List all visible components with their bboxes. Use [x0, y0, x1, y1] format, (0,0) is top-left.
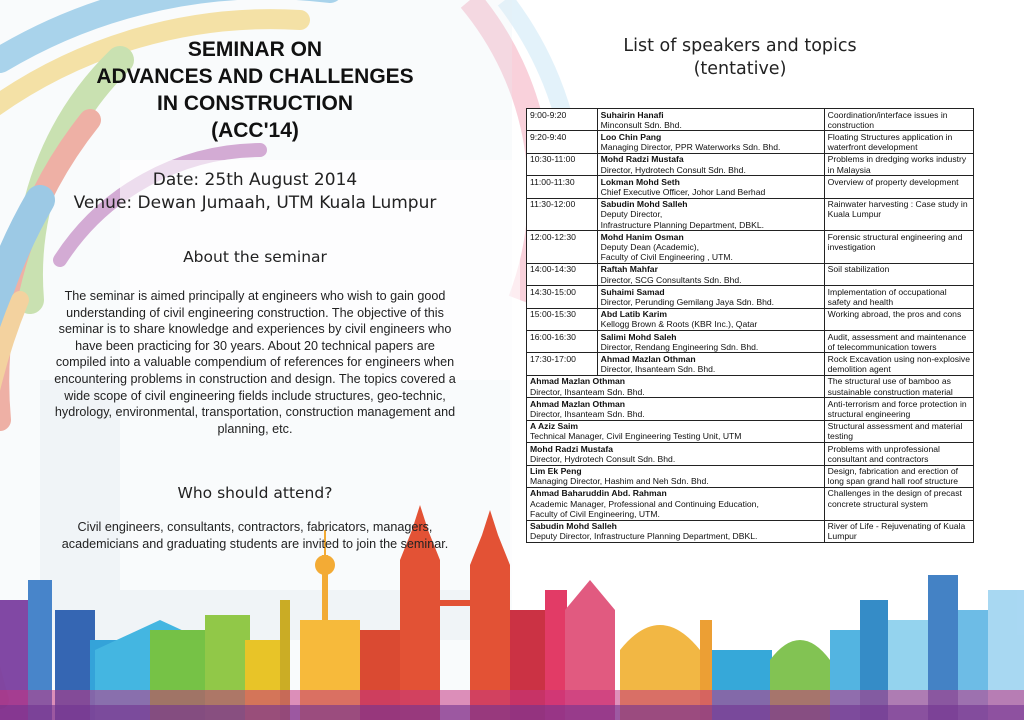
- speaker-cell: [527, 375, 825, 397]
- speaker-name: Lim Ek Peng: [530, 466, 582, 476]
- topic-cell: Design, fabrication and erection of long span grand hall roof structure: [824, 465, 973, 487]
- speaker-affiliation: Chief Executive Officer, Johor Land Berhad: [600, 186, 766, 197]
- title-line: (ACC'14): [211, 119, 299, 142]
- speaker-affiliation: Director, Ihsanteam Sdn. Bhd.: [530, 408, 645, 419]
- speaker-affiliation: Academic Manager, Professional and Continuing Education,: [530, 498, 759, 509]
- time-cell: 12:00-12:30: [527, 231, 598, 264]
- time-cell: 10:30-11:00: [527, 153, 598, 175]
- topic-cell: The structural use of bamboo as sustainable construction material: [824, 375, 973, 397]
- topic-cell: Problems with unprofessional consultant and contractors: [824, 443, 973, 465]
- schedule-row: [527, 308, 974, 330]
- speaker-cell: [527, 398, 825, 420]
- schedule-row: [527, 109, 974, 131]
- speakers-heading: [560, 35, 920, 81]
- schedule-row: [527, 520, 974, 542]
- seminar-date: Date: 25th August 2014: [152, 170, 358, 190]
- schedule-row: [527, 153, 974, 175]
- topic-cell: River of Life - Rejuvenating of Kuala Lumpur: [824, 520, 973, 542]
- speaker-cell: [527, 487, 825, 520]
- topic-cell: Rainwater harvesting : Case study in Kuala Lumpur: [824, 198, 973, 231]
- speaker-cell: [597, 353, 824, 375]
- title-line: SEMINAR ON: [187, 38, 323, 61]
- schedule-row: [527, 487, 974, 520]
- time-cell: 9:00-9:20: [527, 109, 598, 131]
- topic-cell: Implementation of occupational safety and health: [824, 286, 973, 308]
- speaker-cell: [597, 286, 824, 308]
- speaker-cell: [527, 420, 825, 442]
- speaker-cell: [597, 109, 824, 131]
- topic-cell: Rock Excavation using non-explosive demolition agent: [824, 353, 973, 375]
- schedule-row: [527, 465, 974, 487]
- speaker-name: Sabudin Mohd Salleh: [600, 199, 688, 210]
- speaker-name: Mohd Radzi Mustafa: [530, 443, 614, 454]
- seminar-title: [55, 36, 455, 144]
- topic-cell: Working abroad, the pros and cons: [824, 308, 973, 330]
- who-text: Civil engineers, consultants, contractors, fabricators, managers, academicians and graduating students are invited to join the seminar.: [61, 520, 449, 551]
- speaker-cell: [597, 308, 824, 330]
- about-heading: About the seminar: [183, 248, 327, 266]
- time-cell: 14:30-15:00: [527, 286, 598, 308]
- speaker-name: Suhaimi Samad: [600, 286, 665, 297]
- schedule-row: [527, 286, 974, 308]
- speaker-affiliation: Deputy Director, Infrastructure Planning Department, DBKL.: [530, 531, 758, 542]
- schedule-row: [527, 231, 974, 264]
- speaker-name: Mohd Hanim Osman: [600, 231, 684, 242]
- schedule-row: [527, 375, 974, 397]
- time-cell: 9:20-9:40: [527, 131, 598, 153]
- speaker-name: Ahmad Mazlan Othman: [600, 353, 696, 364]
- time-cell: 11:30-12:00: [527, 198, 598, 231]
- speaker-name: Suhairin Hanafi: [600, 109, 664, 120]
- topic-cell: Audit, assessment and maintenance of telecommunication towers: [824, 331, 973, 353]
- speaker-affiliation: Faculty of Civil Engineering , UTM.: [600, 252, 733, 263]
- speaker-name: Loo Chin Pang: [600, 131, 662, 142]
- speaker-name: A Aziz Saim: [530, 421, 579, 432]
- schedule-table: [526, 108, 974, 543]
- topic-cell: Structural assessment and material testing: [824, 420, 973, 442]
- speaker-affiliation: Managing Director, Hashim and Neh Sdn. Bhd.: [530, 476, 709, 487]
- speaker-name: Ahmad Mazlan Othman: [530, 376, 626, 387]
- seminar-venue: Venue: Dewan Jumaah, UTM Kuala Lumpur: [73, 193, 437, 213]
- topic-cell: Challenges in the design of precast concrete structural system: [824, 487, 973, 520]
- speaker-name: Ahmad Baharuddin Abd. Rahman: [530, 488, 667, 499]
- topic-cell: Coordination/interface issues in construction: [824, 109, 973, 131]
- speakers-heading-line: (tentative): [693, 59, 787, 79]
- speaker-affiliation: Deputy Dean (Academic),: [600, 241, 700, 252]
- topic-cell: Forensic structural engineering and investigation: [824, 231, 973, 264]
- speaker-name: Abd Latib Karim: [600, 309, 667, 320]
- schedule-row: [527, 198, 974, 231]
- about-text: The seminar is aimed principally at engineers who wish to gain good understanding of civil engineering construction. The objective of this seminar is to share knowledge and experiences by civil engineers who have been practicing for 30 years. About 20 technical papers are compiled into a valuable compendium of references for engineers when encountering problems in construction and design. The topics covered a wide scope of civil engineering fields include structures, geo-technic, hydrology, environmental, transportation, construction management and planning, etc.: [54, 289, 456, 436]
- speaker-affiliation: Director, Ihsanteam Sdn. Bhd.: [600, 364, 716, 375]
- speaker-affiliation: Infrastructure Planning Department, DBKL.: [600, 219, 764, 230]
- time-cell: 16:00-16:30: [527, 331, 598, 353]
- speaker-affiliation: Director, Rendang Engineering Sdn. Bhd.: [600, 341, 759, 352]
- speaker-affiliation: Kellogg Brown & Roots (KBR Inc.), Qatar: [600, 319, 758, 330]
- title-line: ADVANCES AND CHALLENGES: [96, 65, 414, 88]
- speaker-affiliation: Minconsult Sdn. Bhd.: [600, 119, 682, 130]
- schedule-row: [527, 176, 974, 198]
- who-heading: Who should attend?: [177, 484, 333, 502]
- speaker-affiliation: Director, Hydrotech Consult Sdn. Bhd.: [600, 164, 746, 175]
- speaker-cell: [597, 331, 824, 353]
- speaker-cell: [527, 465, 825, 487]
- schedule-row: [527, 131, 974, 153]
- speaker-name: Ahmad Mazlan Othman: [530, 398, 626, 409]
- speaker-cell: [597, 263, 824, 285]
- speaker-affiliation: Deputy Director,: [600, 209, 663, 220]
- time-cell: 14:00-14:30: [527, 263, 598, 285]
- schedule-table-wrapper: [526, 108, 974, 543]
- speaker-cell: [597, 198, 824, 231]
- schedule-row: [527, 443, 974, 465]
- topic-cell: Overview of property development: [824, 176, 973, 198]
- time-cell: 15:00-15:30: [527, 308, 598, 330]
- speaker-affiliation: Director, Ihsanteam Sdn. Bhd.: [530, 386, 645, 397]
- speaker-affiliation: Technical Manager, Civil Engineering Testing Unit, UTM: [530, 431, 742, 442]
- schedule-row: [527, 263, 974, 285]
- topic-cell: Floating Structures application in waterfront development: [824, 131, 973, 153]
- schedule-row: [527, 331, 974, 353]
- speaker-affiliation: Managing Director, PPR Waterworks Sdn. Bhd.: [600, 142, 781, 153]
- topic-cell: Anti-terrorism and force protection in structural engineering: [824, 398, 973, 420]
- schedule-row: [527, 398, 974, 420]
- speaker-name: Sabudin Mohd Salleh: [530, 521, 617, 532]
- speaker-name: Lokman Mohd Seth: [600, 176, 680, 187]
- speaker-name: Mohd Radzi Mustafa: [600, 154, 684, 165]
- speaker-affiliation: Director, Hydrotech Consult Sdn. Bhd.: [530, 453, 676, 464]
- topic-cell: Soil stabilization: [824, 263, 973, 285]
- speaker-affiliation: Director, SCG Consultants Sdn. Bhd.: [600, 274, 742, 285]
- speaker-name: Salimi Mohd Saleh: [600, 331, 677, 342]
- time-cell: 17:30-17:00: [527, 353, 598, 375]
- speaker-cell: [527, 520, 825, 542]
- speaker-name: Raftah Mahfar: [600, 264, 658, 275]
- time-cell: 11:00-11:30: [527, 176, 598, 198]
- schedule-row: [527, 353, 974, 375]
- speaker-affiliation: Faculty of Civil Engineering, UTM.: [530, 508, 660, 519]
- speaker-affiliation: Director, Perunding Gemilang Jaya Sdn. Bhd.: [600, 296, 775, 307]
- title-line: IN CONSTRUCTION: [157, 92, 353, 115]
- speaker-cell: [597, 131, 824, 153]
- speaker-cell: [597, 153, 824, 175]
- schedule-row: [527, 420, 974, 442]
- speakers-heading-line: List of speakers and topics: [623, 36, 857, 56]
- speaker-cell: [597, 176, 824, 198]
- speaker-cell: [527, 443, 825, 465]
- topic-cell: Problems in dredging works industry in Malaysia: [824, 153, 973, 175]
- speaker-cell: [597, 231, 824, 264]
